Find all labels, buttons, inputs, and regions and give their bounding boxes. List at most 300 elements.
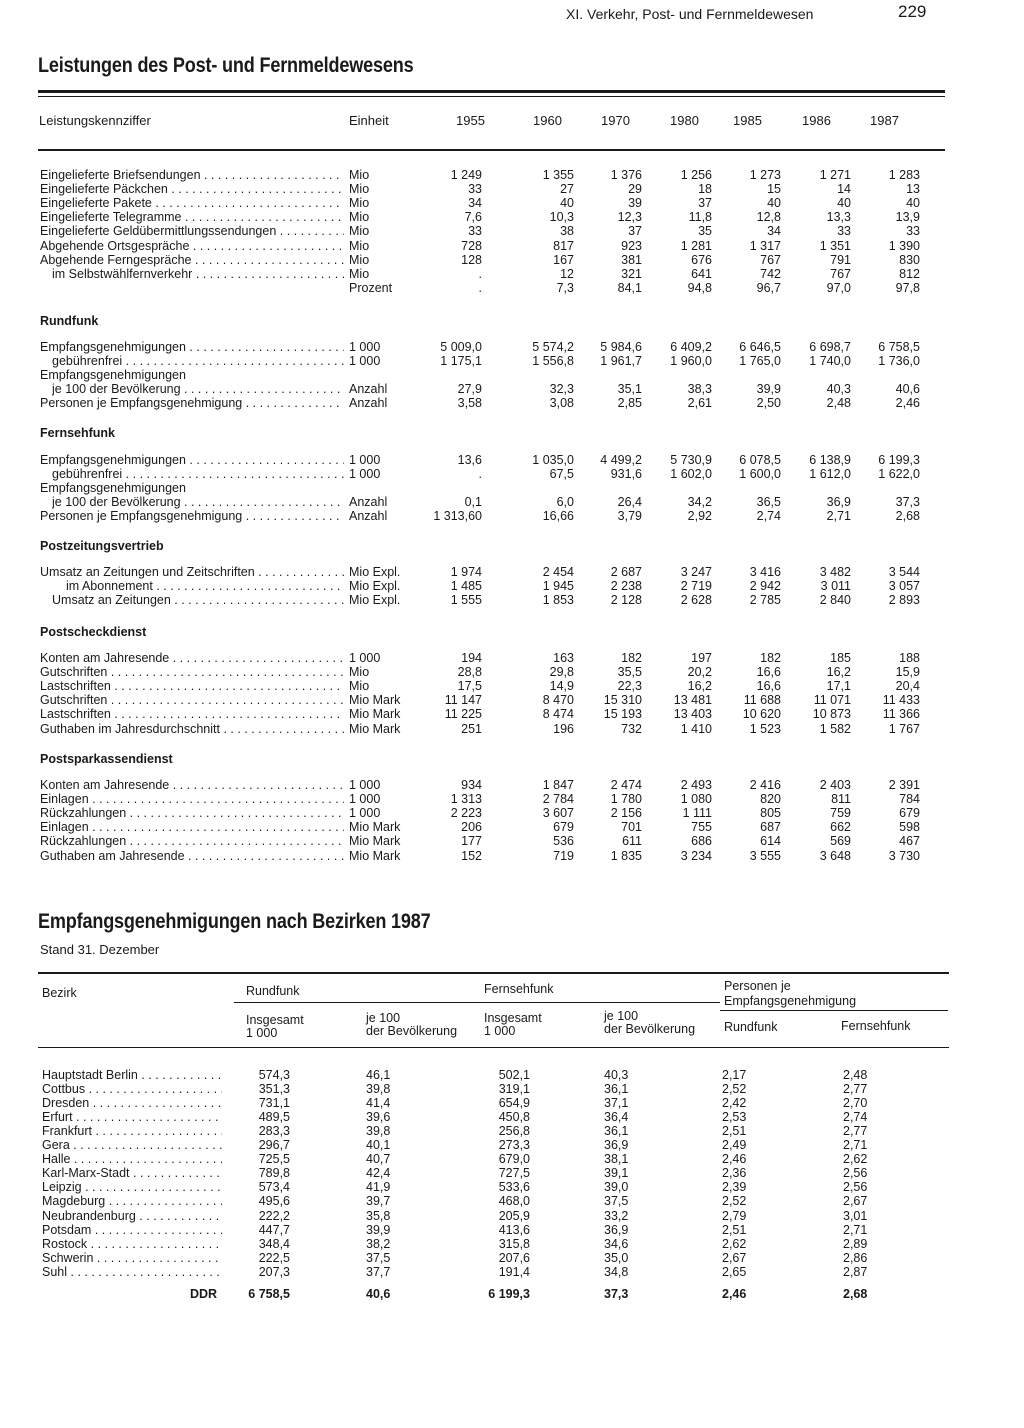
cell-value: 222,2 (258, 1208, 290, 1223)
table2-subtitle: Stand 31. Dezember (40, 942, 160, 957)
table-row (0, 281, 1024, 295)
cell-value: 1 612,0 (809, 467, 851, 482)
cell-value: 1 555 (450, 593, 482, 608)
table-row (0, 354, 1024, 368)
col-header-bezirk: Bezirk (42, 986, 77, 1000)
row-unit: Mio Expl. (349, 593, 401, 608)
cell-value: 256,8 (498, 1124, 530, 1139)
col-header-fs-je100-1: je 100 (604, 1009, 639, 1023)
cell-value: 16,66 (542, 509, 574, 524)
row-label: Karl-Marx-Stadt . . . (42, 1166, 222, 1180)
table-row (0, 792, 1024, 806)
cell-value: 1 835 (610, 848, 642, 863)
cell-value: 468,0 (498, 1194, 530, 1209)
cell-value: 489,5 (258, 1110, 290, 1125)
cell-value: 2 893 (888, 593, 920, 608)
cell-value: 2,56 (843, 1166, 868, 1181)
cell-value: 1 283 (888, 168, 920, 182)
cell-value: 728 (461, 238, 482, 253)
cell-value: 805 (760, 806, 781, 821)
row-label: Konten am Jahresende . . . (40, 651, 344, 665)
row-unit: Mio Mark (349, 848, 401, 863)
row-label: Schwerin . . . (42, 1251, 222, 1265)
row-label: Empfangsgenehmigungen (40, 481, 186, 496)
cell-value: 2,68 (843, 1287, 868, 1301)
table-row (0, 196, 1024, 210)
col-header-personen-line1: Personen je (724, 979, 791, 993)
cell-value: 40 (767, 196, 781, 211)
cell-value: 39,1 (604, 1166, 629, 1181)
cell-value: 5 730,9 (670, 453, 712, 467)
row-label: Potsdam . . . (42, 1223, 222, 1237)
row-label: Personen je Empfangsgenehmigung . . . (40, 509, 344, 523)
cell-value: 2,50 (756, 396, 781, 411)
row-unit: Mio (349, 224, 370, 239)
cell-value: 2,86 (843, 1250, 868, 1265)
table2-personen-rule (720, 1010, 948, 1011)
table-row (0, 210, 1024, 224)
row-unit: 1 000 (349, 340, 381, 354)
cell-value: 0,1 (464, 495, 482, 510)
cell-value: 34 (468, 196, 482, 211)
cell-value: 36,9 (604, 1222, 629, 1237)
table-row (0, 467, 1024, 481)
cell-value: 8 470 (542, 693, 574, 708)
cell-value: 11 688 (743, 693, 781, 708)
col-header-1987: 1987 (870, 113, 899, 128)
col-header-1986: 1986 (802, 113, 831, 128)
table-row (0, 382, 1024, 396)
row-label: je 100 der Bevölkerung . . . (52, 495, 344, 509)
table1-top-rule-thin (38, 96, 945, 97)
table-row (0, 239, 1024, 253)
row-label: Rückzahlungen . . . (40, 806, 344, 820)
cell-value: 96,7 (756, 280, 781, 295)
cell-value: 2,70 (843, 1096, 868, 1111)
cell-value: 1 765,0 (739, 354, 781, 369)
col-header-einheit: Einheit (349, 113, 389, 128)
cell-value: 38,1 (604, 1152, 629, 1167)
cell-value: 37,3 (895, 495, 920, 510)
cell-value: 7,6 (464, 210, 482, 225)
cell-value: 1 351 (819, 238, 851, 253)
table-row (0, 1265, 1024, 1279)
table2-fernsehfunk-rule (476, 1002, 720, 1003)
cell-value: 2 840 (819, 593, 851, 608)
cell-value: 686 (691, 834, 712, 849)
table-row (0, 1223, 1024, 1237)
row-label: Dresden . . . (42, 1096, 222, 1110)
cell-value: 40,1 (366, 1138, 391, 1153)
cell-value: 2,46 (722, 1287, 747, 1301)
cell-value: 39,6 (366, 1110, 391, 1125)
section-heading: Rundfunk (40, 314, 99, 328)
cell-value: 3 057 (888, 579, 920, 594)
row-label: Halle . . . (42, 1152, 222, 1166)
cell-value: 502,1 (498, 1068, 530, 1082)
row-label: im Abonnement . . . (66, 579, 344, 593)
cell-value: 84,1 (617, 280, 642, 295)
cell-value: 42,4 (366, 1166, 391, 1181)
row-unit: Anzahl (349, 509, 388, 524)
row-label: je 100 der Bevölkerung . . . (52, 382, 344, 396)
row-label: Rostock . . . (42, 1237, 222, 1251)
cell-value: 33 (906, 224, 920, 239)
cell-value: 36,4 (604, 1110, 629, 1125)
cell-value: 37,5 (604, 1194, 629, 1209)
cell-value: 2,61 (687, 396, 712, 411)
cell-value: 97,0 (826, 280, 851, 295)
row-unit: Mio Mark (349, 820, 401, 835)
cell-value: 321 (621, 266, 642, 281)
col-header-rf-je100-2: der Bevölkerung (366, 1024, 458, 1038)
cell-value: 29,8 (549, 665, 574, 680)
row-unit: Mio (349, 238, 370, 253)
cell-value: 2,77 (843, 1124, 868, 1139)
row-label: Rückzahlungen . . . (40, 834, 344, 848)
table-row (0, 665, 1024, 679)
cell-value: 2,53 (722, 1110, 747, 1125)
cell-value: 820 (760, 792, 781, 807)
table-row (0, 1194, 1024, 1208)
cell-value: 2,36 (722, 1166, 747, 1181)
cell-value: 1 847 (542, 778, 574, 792)
cell-value: 38,2 (366, 1236, 391, 1251)
cell-value: 3,01 (843, 1208, 868, 1223)
cell-value: 34,8 (604, 1264, 629, 1279)
cell-value: 35,8 (366, 1208, 391, 1223)
table-row (0, 849, 1024, 863)
cell-value: 4 499,2 (600, 453, 642, 467)
table-row (0, 707, 1024, 721)
row-unit: Mio Mark (349, 834, 401, 849)
cell-value: 467 (899, 834, 920, 849)
table2-header-rule (38, 1047, 949, 1048)
cell-value: 1 961,7 (600, 354, 642, 369)
col-header-rundfunk: Rundfunk (246, 984, 300, 998)
cell-value: 2,46 (895, 396, 920, 411)
cell-value: 1 273 (749, 168, 781, 182)
cell-value: 2,71 (843, 1138, 868, 1153)
row-label: Einlagen . . . (40, 792, 344, 806)
cell-value: 34,2 (687, 495, 712, 510)
cell-value: 40,6 (895, 382, 920, 397)
cell-value: 6 138,9 (809, 453, 851, 467)
row-label: Einlagen . . . (40, 820, 344, 834)
cell-value: 39,7 (366, 1194, 391, 1209)
cell-value: 2,71 (843, 1222, 868, 1237)
table-row (0, 651, 1024, 665)
cell-value: 789,8 (258, 1166, 290, 1181)
cell-value: 755 (691, 820, 712, 835)
cell-value: 46,1 (366, 1068, 391, 1082)
row-label: Gera . . . (42, 1138, 222, 1152)
row-unit: Mio (349, 182, 370, 197)
cell-value: 1 582 (819, 721, 851, 736)
cell-value: 2 403 (819, 778, 851, 792)
section-heading: Postzeitungsvertrieb (40, 539, 164, 553)
table-row (0, 182, 1024, 196)
table-row (0, 1124, 1024, 1138)
row-unit: Mio (349, 196, 370, 211)
cell-value: 2,56 (843, 1180, 868, 1195)
row-unit: 1 000 (349, 806, 381, 821)
cell-value: 1 035,0 (532, 453, 574, 467)
table2-rundfunk-rule (234, 1002, 476, 1003)
cell-value: 2,77 (843, 1082, 868, 1097)
row-unit: Mio (349, 252, 370, 267)
cell-value: 679,0 (498, 1152, 530, 1167)
cell-value: 1 390 (888, 238, 920, 253)
cell-value: 1 622,0 (878, 467, 920, 482)
cell-value: 36,5 (756, 495, 781, 510)
col-header-personen-rundfunk: Rundfunk (724, 1020, 778, 1034)
cell-value: 573,4 (258, 1180, 290, 1195)
cell-value: 196 (553, 721, 574, 736)
cell-value: 574,3 (258, 1068, 290, 1082)
col-header-rf-insgesamt-2: 1 000 (246, 1026, 278, 1040)
cell-value: 6 758,5 (878, 340, 920, 354)
row-label: Gutschriften . . . (40, 693, 344, 707)
cell-value: 27,9 (457, 382, 482, 397)
row-label: Eingelieferte Päckchen . . . (40, 182, 344, 196)
cell-value: 11 225 (444, 707, 482, 722)
cell-value: 1 281 (680, 238, 712, 253)
cell-value: 34,6 (604, 1236, 629, 1251)
cell-value: 679 (553, 820, 574, 835)
table-row (0, 1180, 1024, 1194)
cell-value: 725,5 (258, 1152, 290, 1167)
row-label: Personen je Empfangsgenehmigung . . . (40, 396, 344, 410)
cell-value: 33,2 (604, 1208, 629, 1223)
cell-value: 38 (560, 224, 574, 239)
cell-value: 1 736,0 (878, 354, 920, 369)
cell-value: 40 (560, 196, 574, 211)
cell-value: 2,74 (756, 509, 781, 524)
cell-value: 2,52 (722, 1082, 747, 1097)
row-label: DDR (190, 1287, 218, 1301)
cell-value: 22,3 (617, 679, 642, 694)
cell-value: 40 (906, 196, 920, 211)
cell-value: 2 719 (680, 579, 712, 594)
cell-value: 2,48 (843, 1068, 868, 1082)
cell-value: 3 416 (749, 565, 781, 579)
table-row (0, 834, 1024, 848)
cell-value: 163 (553, 651, 574, 665)
cell-value: 188 (899, 651, 920, 665)
cell-value: 1 523 (749, 721, 781, 736)
cell-value: 33 (837, 224, 851, 239)
cell-value: 315,8 (498, 1236, 530, 1251)
row-label: im Selbstwählfernverkehr . . . (52, 267, 344, 281)
row-unit: Anzahl (349, 495, 388, 510)
cell-value: 2,62 (722, 1236, 747, 1251)
cell-value: 35 (698, 224, 712, 239)
cell-value: 1 485 (450, 579, 482, 594)
col-header-fs-insgesamt-1: Insgesamt (484, 1011, 542, 1025)
cell-value: 207,3 (258, 1264, 290, 1279)
cell-value: 727,5 (498, 1166, 530, 1181)
cell-value: 2,71 (826, 509, 851, 524)
table-row (0, 1068, 1024, 1082)
row-label: Guthaben am Jahresende . . . (40, 849, 344, 863)
cell-value: 207,6 (498, 1250, 530, 1265)
col-header-1985: 1985 (733, 113, 762, 128)
cell-value: 2 474 (610, 778, 642, 792)
row-unit: Anzahl (349, 382, 388, 397)
cell-value: 10 873 (812, 707, 851, 722)
cell-value: 5 574,2 (532, 340, 574, 354)
cell-value: 1 780 (610, 792, 642, 807)
cell-value: 3 555 (749, 848, 781, 863)
cell-value: 2,48 (826, 396, 851, 411)
row-unit: Mio Mark (349, 693, 401, 708)
cell-value: 39,0 (604, 1180, 629, 1195)
cell-value: 450,8 (498, 1110, 530, 1125)
cell-value: 182 (760, 651, 781, 665)
row-label: Abgehende Ortsgespräche . . . (40, 239, 344, 253)
cell-value: 36,1 (604, 1082, 629, 1097)
row-label: Eingelieferte Telegramme . . . (40, 210, 344, 224)
col-header-rf-je100-1: je 100 (366, 1011, 401, 1025)
cell-value: 185 (830, 651, 851, 665)
cell-value: 40,3 (826, 382, 851, 397)
cell-value: 1 317 (749, 238, 781, 253)
cell-value: 97,8 (895, 280, 920, 295)
cell-value: 37 (698, 196, 712, 211)
col-header-fernsehfunk: Fernsehfunk (484, 982, 554, 996)
cell-value: 2,51 (722, 1124, 747, 1139)
cell-value: 7,3 (556, 280, 574, 295)
cell-value: 2 784 (542, 792, 574, 807)
cell-value: 1 974 (450, 565, 482, 579)
cell-value: 152 (461, 848, 482, 863)
cell-value: 40,6 (366, 1287, 391, 1301)
table-total-row (0, 1287, 1024, 1301)
cell-value: 2 493 (680, 778, 712, 792)
cell-value: 923 (621, 238, 642, 253)
cell-value: 6 078,5 (739, 453, 781, 467)
cell-value: 791 (830, 252, 851, 267)
cell-value: 495,6 (258, 1194, 290, 1209)
row-unit: Mio Mark (349, 707, 401, 722)
cell-value: 8 474 (542, 707, 574, 722)
cell-value: 2,65 (722, 1264, 747, 1279)
cell-value: 40 (837, 196, 851, 211)
cell-value: 11,8 (688, 210, 712, 225)
cell-value: 37 (628, 224, 642, 239)
cell-value: 37,3 (604, 1287, 629, 1301)
cell-value: 2 391 (888, 778, 920, 792)
cell-value: 614 (760, 834, 781, 849)
cell-value: 41,4 (366, 1096, 391, 1111)
row-unit: Anzahl (349, 396, 388, 411)
row-label: Suhl . . . (42, 1265, 222, 1279)
section-heading: Fernsehfunk (40, 426, 116, 440)
table-row (0, 253, 1024, 267)
cell-value: 2,51 (722, 1222, 747, 1237)
cell-value: . (478, 467, 482, 482)
cell-value: 206 (461, 820, 482, 835)
table-row (0, 267, 1024, 281)
col-header-rf-insgesamt-1: Insgesamt (246, 1013, 304, 1027)
col-header-1970: 1970 (601, 113, 630, 128)
row-label: Empfangsgenehmigungen . . . (40, 453, 344, 467)
cell-value: 20,2 (687, 665, 712, 680)
cell-value: 16,6 (756, 665, 781, 680)
cell-value: 569 (830, 834, 851, 849)
cell-value: 3 730 (888, 848, 920, 863)
cell-value: 2 785 (749, 593, 781, 608)
cell-value: 767 (830, 266, 851, 281)
row-unit: 1 000 (349, 453, 381, 467)
cell-value: 2,74 (843, 1110, 868, 1125)
cell-value: 1 111 (682, 806, 712, 821)
cell-value: 811 (831, 792, 851, 807)
row-label: Cottbus . . . (42, 1082, 222, 1096)
table-row (0, 1152, 1024, 1166)
row-label: gebührenfrei . . . (52, 354, 344, 368)
cell-value: 2,85 (617, 396, 642, 411)
row-unit: Mio Expl. (349, 565, 401, 579)
cell-value: 641 (691, 266, 712, 281)
cell-value: 719 (553, 848, 574, 863)
cell-value: 39,9 (366, 1222, 391, 1237)
table2-title: Empfangsgenehmigungen nach Bezirken 1987 (38, 910, 431, 933)
cell-value: 32,3 (549, 382, 574, 397)
cell-value: 598 (899, 820, 920, 835)
cell-value: 731,1 (258, 1096, 290, 1111)
cell-value: 39 (628, 196, 642, 211)
table-row (0, 453, 1024, 467)
table-row (0, 722, 1024, 736)
cell-value: 2 156 (610, 806, 642, 821)
cell-value: 3 234 (680, 848, 712, 863)
cell-value: 36,1 (604, 1124, 629, 1139)
row-unit: Mio (349, 210, 370, 225)
cell-value: . (478, 280, 482, 295)
cell-value: 2 942 (749, 579, 781, 594)
running-header: XI. Verkehr, Post- und Fernmeldewesen (566, 6, 814, 22)
cell-value: 15 310 (603, 693, 642, 708)
cell-value: 222,5 (258, 1250, 290, 1265)
table-row (0, 806, 1024, 820)
cell-value: 205,9 (498, 1208, 530, 1223)
row-label: Lastschriften . . . (40, 707, 344, 721)
cell-value: 3 482 (819, 565, 851, 579)
cell-value: 39,8 (366, 1124, 391, 1139)
table-row (0, 368, 1024, 382)
cell-value: 6 199,3 (488, 1287, 530, 1301)
cell-value: 11 366 (882, 707, 920, 722)
cell-value: 931,6 (610, 467, 642, 482)
table-row (0, 396, 1024, 410)
cell-value: 27 (560, 182, 574, 197)
row-unit: Mio (349, 665, 370, 680)
table-row (0, 1209, 1024, 1223)
row-label: Umsatz an Zeitungen . . . (52, 593, 344, 607)
cell-value: 40,7 (366, 1152, 391, 1167)
cell-value: 2,62 (843, 1152, 868, 1167)
cell-value: 296,7 (258, 1138, 290, 1153)
cell-value: 2,49 (722, 1138, 747, 1153)
cell-value: 17,1 (826, 679, 851, 694)
cell-value: 38,3 (687, 382, 712, 397)
cell-value: 35,5 (617, 665, 642, 680)
cell-value: 15,9 (895, 665, 920, 680)
cell-value: 742 (760, 266, 781, 281)
cell-value: 381 (621, 252, 642, 267)
